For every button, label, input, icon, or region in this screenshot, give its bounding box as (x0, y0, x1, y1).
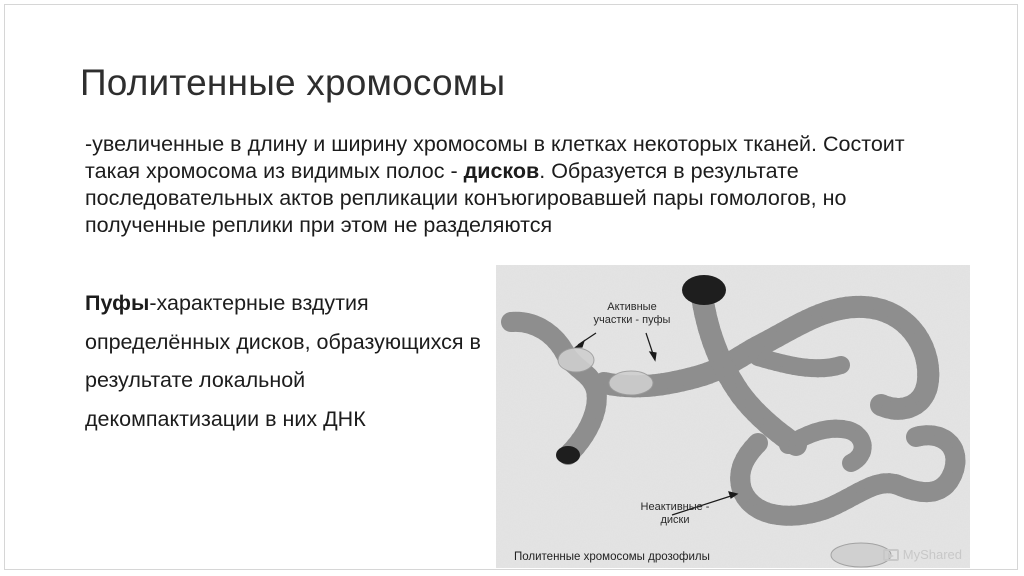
label-active-regions: Активные участки - пуфы (593, 301, 671, 326)
definition-paragraph (85, 131, 945, 239)
myshared-logo-icon (883, 549, 899, 561)
puffs-paragraph (85, 284, 485, 438)
figure-caption: Политенные хромосомы дрозофилы (514, 551, 710, 563)
definition-text-2: . Образуется в результате последовательных актов репликации конъюгировавшей пары гомологов, но полученные реплики при этом не разделяются (85, 159, 847, 237)
slide-title: Политенные хромосомы (80, 62, 506, 103)
watermark (883, 547, 962, 562)
puffs-term: Пуфы (85, 291, 150, 315)
definition-text-1: -увеличенные в длину и ширину хромосомы в клетках некоторых тканей. Состоит такая хромосома из видимых полос - (85, 132, 905, 183)
watermark-text: MyShared (902, 547, 962, 562)
label-inactive-disks: Неактивные - диски (640, 501, 710, 526)
definition-bold-term: дисков (463, 159, 540, 183)
chromosome-micrograph (496, 265, 970, 568)
puffs-text: -характерные вздутия определённых дисков, образующихся в результате локальной декомпактизации в них ДНК (85, 291, 481, 431)
chromosome-illustration (496, 265, 970, 568)
